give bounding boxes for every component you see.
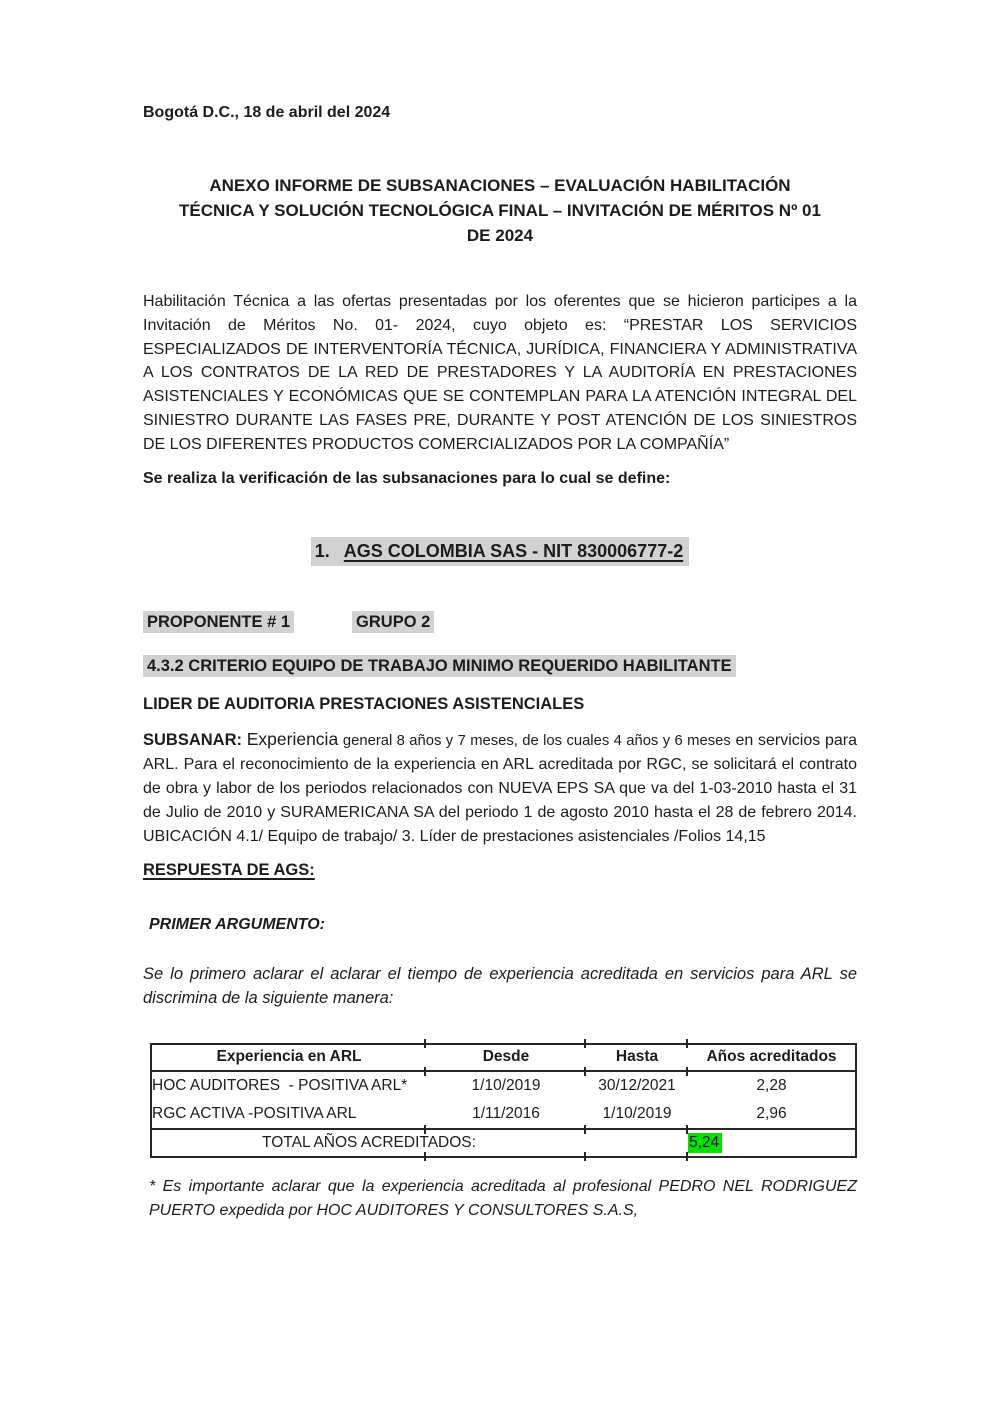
section-1-highlight	[311, 537, 689, 566]
criterio-heading	[143, 654, 857, 678]
table-grid-tick	[584, 1152, 586, 1161]
table-row	[151, 1071, 856, 1100]
table-grid-tick	[686, 1039, 688, 1048]
total-value-highlight: 5,24	[688, 1133, 722, 1153]
cell-desde: 1/10/2019	[471, 1076, 541, 1094]
cell-hasta: 1/10/2019	[602, 1104, 672, 1122]
table-grid-tick	[584, 1125, 586, 1134]
table-total-row	[151, 1129, 856, 1157]
table-grid-tick	[424, 1152, 426, 1161]
header-desde: Desde	[426, 1044, 586, 1071]
subsanar-label: SUBSANAR:	[143, 730, 242, 749]
cell-anos: 2,28	[756, 1076, 787, 1094]
table-header-row	[151, 1044, 856, 1071]
subsanar-paragraph	[143, 727, 857, 849]
cell-experiencia: RGC ACTIVA -POSITIVA ARL	[152, 1104, 357, 1122]
grupo-label: GRUPO 2	[352, 611, 434, 633]
cell-hasta: 30/12/2021	[598, 1076, 676, 1094]
cell-desde: 1/11/2016	[472, 1104, 540, 1122]
document-title-line-3: DE 2024	[466, 226, 534, 245]
experience-table-wrap	[150, 1043, 855, 1158]
table-grid-tick	[424, 1067, 426, 1076]
cell-anos: 2,96	[756, 1104, 787, 1122]
table-row	[151, 1100, 856, 1129]
table-grid-tick	[424, 1039, 426, 1048]
document-title-line-1: ANEXO INFORME DE SUBSANACIONES – EVALUACIÓN HABILITACIÓN	[209, 176, 791, 195]
primer-argumento-heading: PRIMER ARGUMENTO:	[149, 915, 325, 933]
table-grid-tick	[584, 1067, 586, 1076]
table-grid-tick	[686, 1152, 688, 1161]
table-grid-tick	[584, 1039, 586, 1048]
header-experiencia: Experiencia en ARL	[151, 1044, 426, 1071]
cell-experiencia: HOC AUDITORES - POSITIVA ARL*	[152, 1076, 408, 1094]
subsanar-rest-text: en servicios para ARL. Para el reconocimiento de la experiencia en ARL acreditada por RGC, se solicitará el contrato de obra y labor de los periodos relacionados con NUEVA EPS SA que va del 1-03-2010 hasta el 31 de Julio de 2010 y SURAMERICANA SA del periodo 1 de agosto 2010 hasta el 28 de febrero 2014. UBICACIÓN 4.1/ Equipo de trabajo/ 3. Líder de prestaciones asistenciales /Folios 14,15	[143, 731, 857, 845]
proponente-label: PROPONENTE # 1	[143, 611, 294, 633]
section-1-heading	[143, 537, 857, 566]
experience-table	[150, 1043, 857, 1158]
respuesta-heading: RESPUESTA DE AGS:	[143, 860, 315, 879]
table-grid-tick	[686, 1125, 688, 1134]
intro-paragraph: Habilitación Técnica a las ofertas presentadas por los oferentes que se hicieron participes a la Invitación de Méritos No. 01- 2024, cuyo objeto es: “PRESTAR LOS SERVICIOS ESPECIALIZADOS DE INTERVENTORÍA TÉCNICA, JURÍDICA, FINANCIERA Y ADMINISTRATIVA A LOS CONTRATOS DE LA RED DE PRESTADORES Y LA AUDITORÍA EN PRESTACIONES ASISTENCIALES Y ECONÓMICAS QUE SE CONTEMPLAN PARA LA ATENCIÓN INTEGRAL DEL SINIESTRO DURANTE LAS FASES PRE, DURANTE Y POST ATENCIÓN DE LOS SINIESTROS DE LOS DIFERENTES PRODUCTOS COMERCIALIZADOS POR LA COMPAÑÍA”	[143, 293, 857, 453]
total-empty-cell	[586, 1129, 688, 1157]
header-anos-acreditados: Años acreditados	[688, 1044, 856, 1071]
criterio-heading-text: 4.3.2 CRITERIO EQUIPO DE TRABAJO MINIMO REQUERIDO HABILITANTE	[143, 655, 736, 677]
subsanar-small-text: general 8 años y 7 meses, de los cuales 4 años y 6 meses	[342, 732, 731, 749]
total-value-cell	[688, 1129, 856, 1157]
respuesta-row	[143, 849, 857, 881]
document-title	[143, 173, 857, 248]
proponente-line	[143, 610, 857, 634]
section-1-number: 1.	[314, 540, 330, 561]
table-grid-tick	[686, 1067, 688, 1076]
argumento-intro-paragraph: Se lo primero aclarar el aclarar el tiempo de experiencia acreditada en servicios para ARL se discrimina de la siguiente manera:	[143, 964, 857, 1007]
footnote-paragraph: * Es importante aclarar que la experiencia acreditada al profesional PEDRO NEL RODRIGUEZ PUERTO expedida por HOC AUDITORES Y CONSULTORES S.A.S,	[149, 1177, 857, 1219]
total-label: TOTAL AÑOS ACREDITADOS:	[151, 1129, 586, 1157]
document-title-line-2: TÉCNICA Y SOLUCIÓN TECNOLÓGICA FINAL – INVITACIÓN DE MÉRITOS Nº 01	[179, 201, 821, 220]
lider-heading: LIDER DE AUDITORIA PRESTACIONES ASISTENCIALES	[143, 694, 585, 713]
section-1-title: AGS COLOMBIA SAS - NIT 830006777-2	[343, 540, 684, 561]
date-line: Bogotá D.C., 18 de abril del 2024	[143, 104, 391, 121]
header-hasta: Hasta	[586, 1044, 688, 1071]
verification-line: Se realiza la verificación de las subsanaciones para lo cual se define:	[143, 469, 671, 487]
subsanar-emphasis-text: Experiencia	[246, 728, 339, 749]
table-grid-tick	[424, 1125, 426, 1134]
